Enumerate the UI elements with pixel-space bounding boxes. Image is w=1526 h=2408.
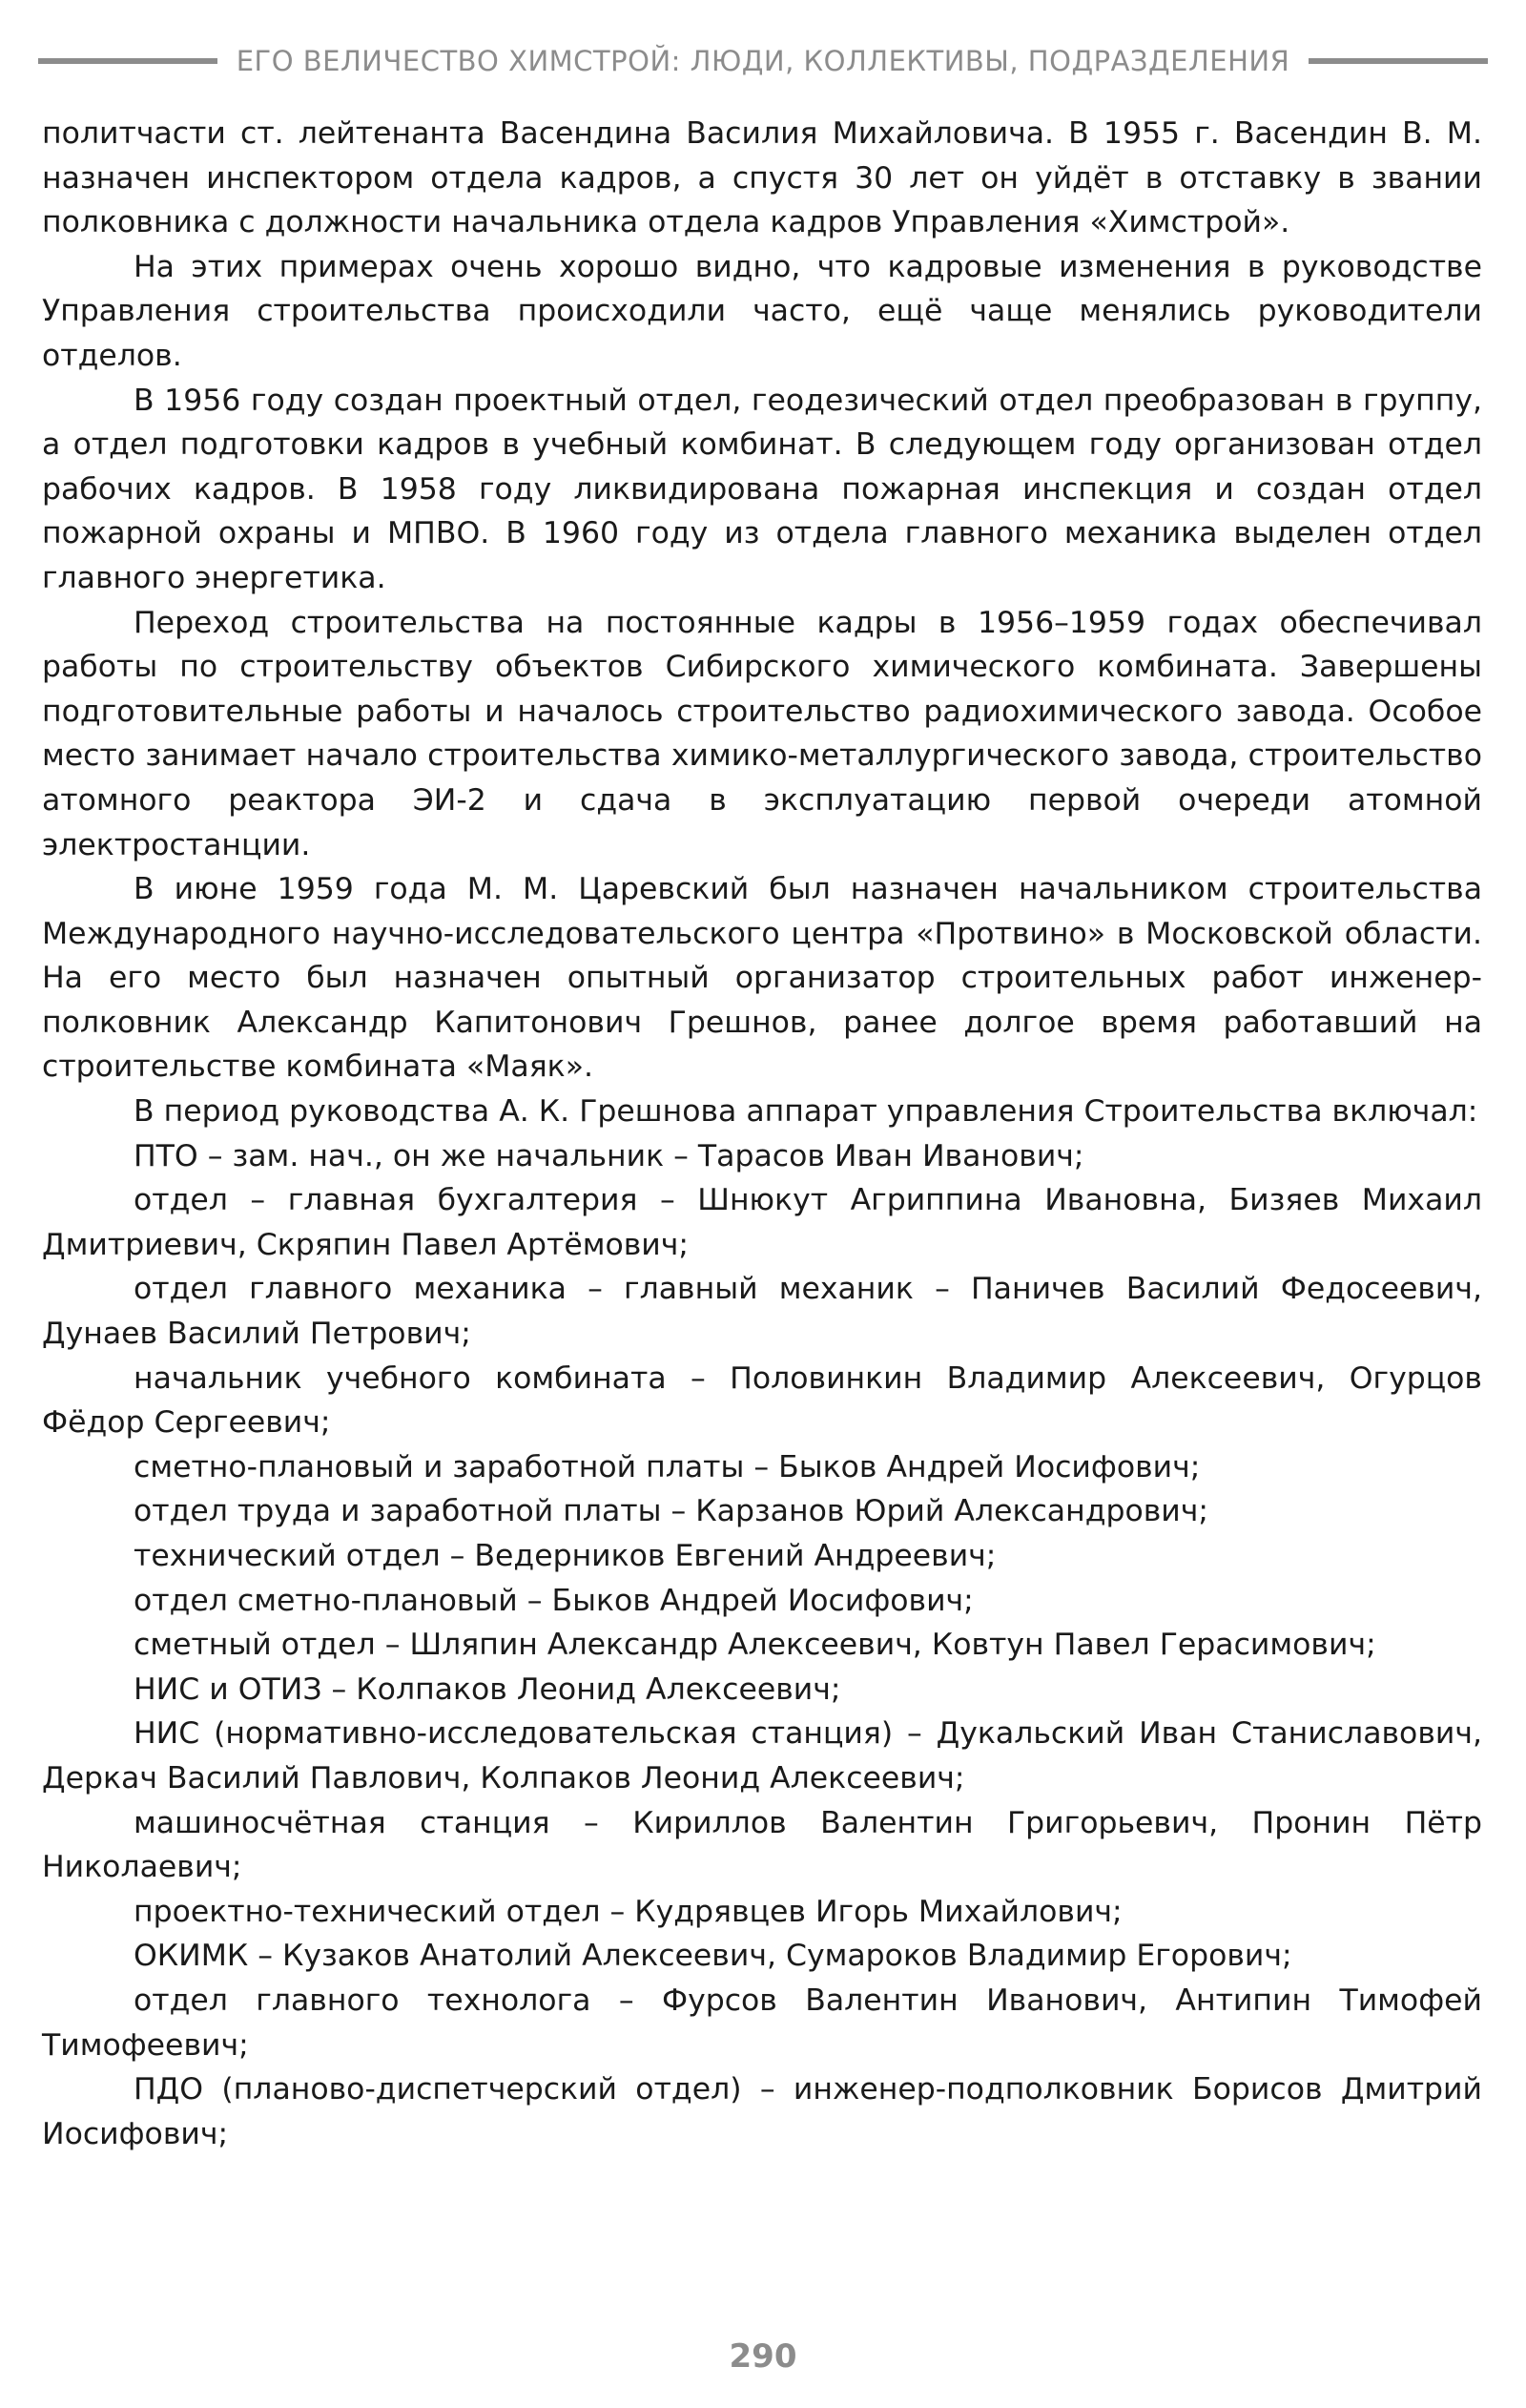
paragraph-continued: политчасти ст. лейтенанта Васендина Василия Михайловича. В 1955 г. Васендин В. М. назначен инспектором отдела кадров, а спустя 30 лет он уйдёт в отставку в звании полковника с должности начальника отдела кадров Управления «Химстрой». [42,116,1482,240]
list-item: ОКИМК – Кузаков Анатолий Алексеевич, Сумароков Владимир Егорович; [134,1939,1292,1974]
list-item: машиносчётная станция – Кириллов Валентин Григорьевич, Пронин Пётр Николаевич; [42,1805,1482,1885]
paragraph: В 1956 году создан проектный отдел, геодезический отдел преобразован в группу, а отдел подготовки кадров в учебный комбинат. В следующем году организован отдел рабочих кадров. В 1958 году ликвидирована пожарная инспекция и создан отдел пожарной охраны и МПВО. В 1960 году из отдела главного механика выделен отдел главного энергетика. [42,383,1482,595]
list-item: НИС и ОТИЗ – Колпаков Леонид Алексеевич; [134,1671,841,1707]
page-body [42,112,1482,2156]
list-item: отдел сметно-плановый – Быков Андрей Иосифович; [134,1583,974,1618]
list-item: проектно-технический отдел – Кудрявцев Игорь Михайлович; [134,1894,1123,1929]
paragraph: Переход строительства на постоянные кадры в 1956–1959 годах обеспечивал работы по строительству объектов Сибирского химического комбината. Завершены подготовительные работы и началось строительство радиохимического завода. Особое место занимает начало строительства химико-металлургического завода, строительство атомного реактора ЭИ-2 и сдача в эксплуатацию первой очереди атомной электростанции. [42,605,1482,862]
list-item: отдел труда и заработной платы – Карзанов Юрий Александрович; [134,1494,1209,1529]
header-rule-left [38,58,217,64]
list-item: сметный отдел – Шляпин Александр Алексеевич, Ковтун Павел Герасимович; [134,1628,1376,1663]
list-item: начальник учебного комбината – Половинкин Владимир Алексеевич, Огурцов Фёдор Сергеевич; [42,1360,1482,1441]
page-number: 290 [729,2337,797,2376]
list-item: сметно-плановый и заработной платы – Быков Андрей Иосифович; [134,1449,1201,1484]
paragraph: В период руководства А. К. Грешнова аппарат управления Строительства включал: [134,1094,1478,1130]
paragraph: На этих примерах очень хорошо видно, что кадровые изменения в руководстве Управления строительства происходили часто, ещё чаще менялись руководители отделов. [42,249,1482,373]
running-header-title: ЕГО ВЕЛИЧЕСТВО ХИМСТРОЙ: ЛЮДИ, КОЛЛЕКТИВЫ, ПОДРАЗДЕЛЕНИЯ [236,45,1290,77]
list-item: отдел – главная бухгалтерия – Шнюкут Агриппина Ивановна, Бизяев Михаил Дмитриевич, Скряпин Павел Артёмович; [42,1183,1482,1262]
list-item: ПТО – зам. нач., он же начальник – Тарасов Иван Иванович; [134,1138,1084,1173]
paragraph: В июне 1959 года М. М. Царевский был назначен начальником строительства Международного научно-исследовательского центра «Протвино» в Московской области. На его место был назначен опытный организатор строительных работ инженер-полковник Александр Капитонович Грешнов, ранее долгое время работавший на строительстве комбината «Маяк». [42,872,1482,1085]
list-item: технический отдел – Ведерников Евгений Андреевич; [134,1539,997,1573]
header-rule-right [1309,58,1488,64]
list-item: отдел главного механика – главный механик – Паничев Василий Федосеевич, Дунаев Василий Петрович; [42,1272,1482,1352]
list-item: отдел главного технолога – Фурсов Валентин Иванович, Антипин Тимофей Тимофеевич; [42,1982,1482,2063]
list-item: НИС (нормативно-исследовательская станция) – Дукальский Иван Станиславович, Деркач Василий Павлович, Колпаков Леонид Алексеевич; [42,1716,1482,1796]
running-header [38,42,1488,80]
list-item: ПДО (планово-диспетчерский отдел) – инженер-подполковник Борисов Дмитрий Иосифович; [42,2072,1482,2151]
